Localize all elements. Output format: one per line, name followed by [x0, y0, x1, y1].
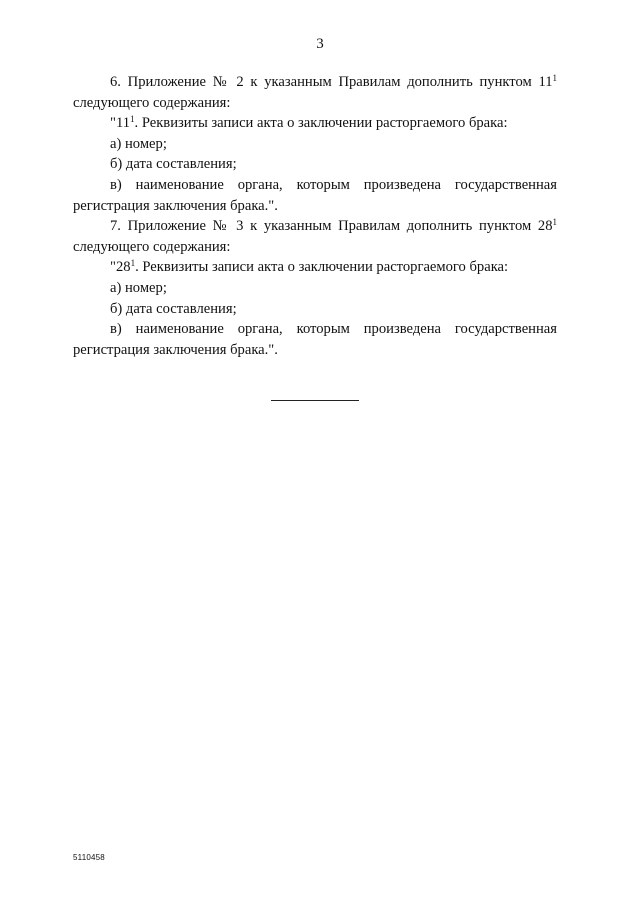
paragraph-item-7-tail: следующего содержания: — [73, 238, 231, 255]
quoted-point-number: "28 — [110, 259, 131, 276]
document-body — [73, 72, 557, 360]
paragraph-item-6 — [73, 72, 557, 113]
subitem-a: а) номер; — [110, 279, 167, 296]
end-separator-line — [271, 400, 359, 401]
subitem-a: а) номер; — [110, 135, 167, 152]
subitem-b: б) дата составления; — [110, 300, 237, 317]
quoted-point-number: "11 — [110, 115, 131, 132]
paragraph-item-7 — [73, 216, 557, 257]
superscript: 1 — [552, 217, 557, 228]
paragraph-item-6-tail: следующего содержания: — [73, 94, 231, 111]
quoted-point-28-1 — [73, 257, 557, 278]
superscript: 1 — [130, 114, 135, 125]
subitem-v: в) наименование органа, которым произведена государственная регистрация заключения брака.". — [73, 176, 557, 214]
quoted-point-text: . Реквизиты записи акта о заключении расторгаемого брака: — [134, 115, 508, 132]
paragraph-item-7-text: 7. Приложение № 3 к указанным Правилам дополнить пунктом 28 — [110, 218, 553, 235]
quoted-point-11-1 — [73, 113, 557, 134]
paragraph-item-6-text: 6. Приложение № 2 к указанным Правилам дополнить пунктом 11 — [110, 74, 553, 90]
quoted-point-text: . Реквизиты записи акта о заключении расторгаемого брака: — [135, 259, 509, 276]
subitem-b: б) дата составления; — [110, 156, 237, 173]
document-code: 5110458 — [73, 853, 105, 862]
subitem-v: в) наименование органа, которым произведена государственная регистрация заключения брака.". — [73, 321, 557, 358]
superscript: 1 — [130, 258, 136, 269]
superscript: 1 — [552, 73, 557, 83]
page-number: 3 — [316, 36, 324, 52]
